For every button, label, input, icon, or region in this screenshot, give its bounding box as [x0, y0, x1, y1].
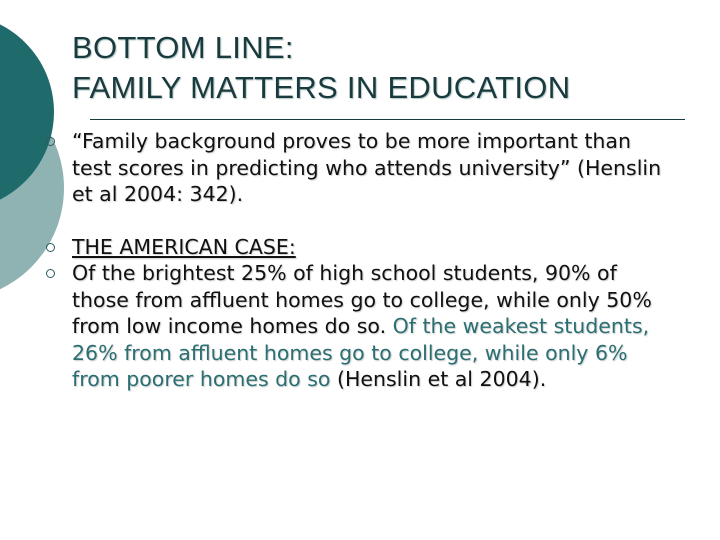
- american-case-heading: THE AMERICAN CASE:: [72, 234, 296, 259]
- bullet-item-quote: [44, 128, 674, 208]
- title-line-1: BOTTOM LINE:: [72, 30, 294, 65]
- slide-body: [44, 128, 674, 393]
- bullet-item-statistics: [44, 260, 674, 393]
- statistics-citation: (Henslin et al 2004).: [330, 367, 547, 391]
- title-line-2: FAMILY MATTERS IN EDUCATION: [72, 70, 571, 105]
- bullet-item-american-case: [44, 234, 674, 261]
- statistics-text-part1: Of the brightest 25% of high school students, 90% of those from affluent homes go to college, while only 50% from low income homes do so.: [72, 261, 652, 338]
- bullet-circle-icon: [46, 269, 55, 278]
- bullet-circle-icon: [46, 243, 55, 252]
- quote-text: “Family background proves to be more important than test scores in predicting who attends university” (Henslin et al 2004: 342).: [72, 129, 662, 206]
- bullet-circle-icon: [46, 137, 55, 146]
- title-divider: [90, 119, 685, 120]
- slide-title: [72, 28, 692, 108]
- statistics-text-part2: Of the weakest students, 26% from affluent homes go to college, while only 6% from poorer homes do so: [72, 314, 650, 391]
